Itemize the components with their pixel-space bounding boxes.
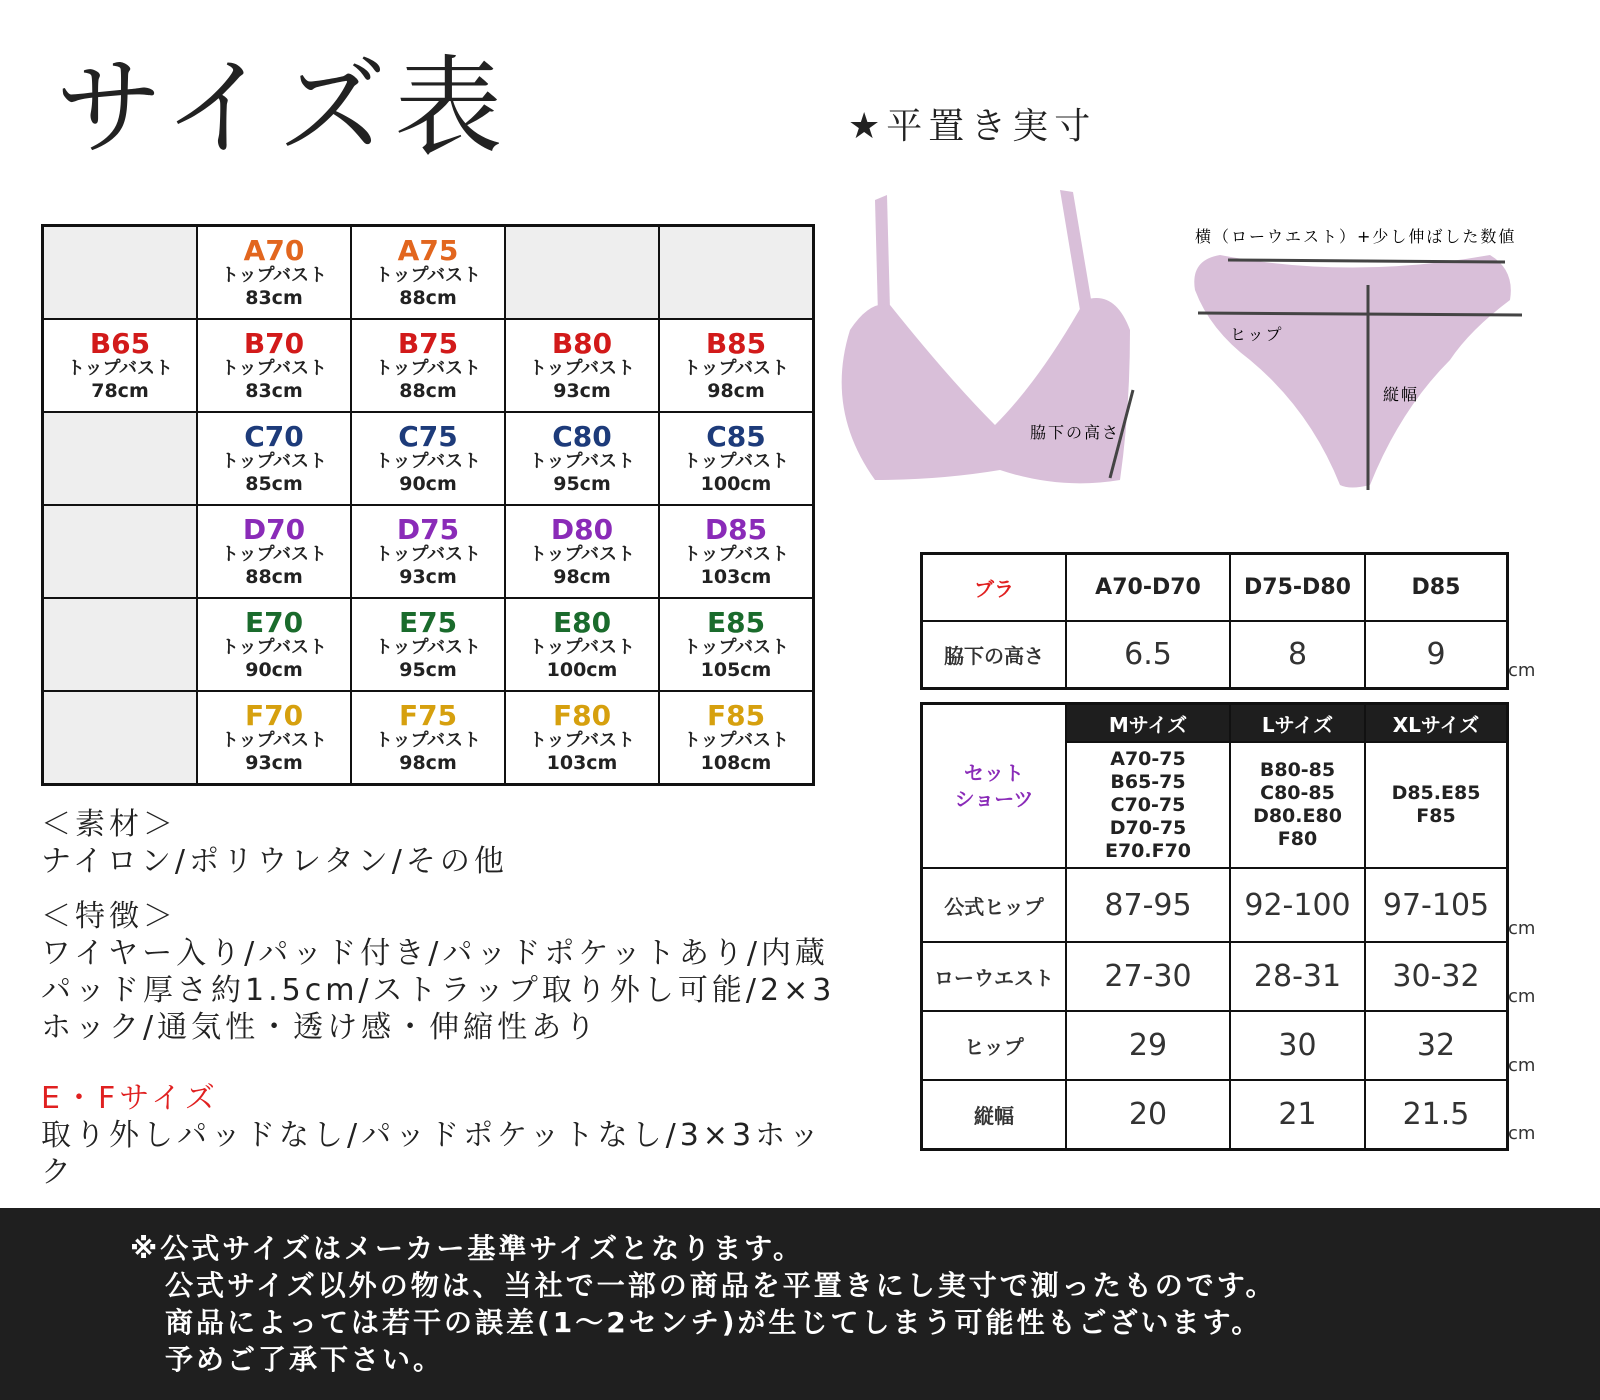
size-list-item: F80	[1277, 828, 1318, 850]
bra-value: 6.5	[1066, 621, 1230, 689]
top-bust-label: トップバスト	[528, 637, 636, 658]
top-bust-value: 103cm	[700, 565, 772, 588]
size-grid-cell	[197, 412, 351, 505]
cup-size: B75	[397, 326, 459, 360]
size-grid-empty-cell	[659, 226, 814, 320]
top-bust-label: トップバスト	[374, 637, 482, 658]
top-bust-label: トップバスト	[682, 358, 790, 379]
size-header: Mサイズ	[1066, 704, 1230, 743]
size-list-item: E70.F70	[1104, 839, 1192, 862]
unit-label: cm	[1508, 918, 1536, 939]
top-bust-value: 95cm	[399, 658, 457, 681]
size-grid-row	[43, 412, 814, 505]
cup-size: F70	[244, 698, 304, 732]
size-grid-row	[43, 226, 814, 320]
top-bust-label: トップバスト	[528, 544, 636, 565]
row-label: 縦幅	[922, 1080, 1067, 1149]
width-label: 横（ローウエスト）+少し伸ばした数値	[1195, 227, 1517, 246]
size-list-item: F85	[1416, 805, 1456, 827]
size-list-item: C70-75	[1110, 793, 1186, 816]
top-bust-label: トップバスト	[220, 637, 328, 658]
size-grid-cell	[351, 691, 505, 785]
top-bust-label: トップバスト	[374, 451, 482, 472]
size-grid-row	[43, 691, 814, 785]
top-bust-value: 93cm	[553, 379, 611, 402]
footer-line: 予めご了承下さい。	[165, 1343, 445, 1376]
measurement-value: 87-95	[1066, 868, 1230, 942]
top-bust-label: トップバスト	[374, 544, 482, 565]
cup-size: D80	[550, 512, 614, 546]
size-grid-cell	[659, 691, 814, 785]
measurement-value: 28-31	[1230, 942, 1365, 1011]
cup-size: E70	[244, 605, 304, 639]
unit-label: cm	[1508, 986, 1536, 1007]
top-bust-value: 93cm	[245, 751, 303, 774]
size-grid-cell	[505, 505, 659, 598]
bra-measurement-table	[920, 552, 1509, 690]
top-bust-value: 95cm	[553, 472, 611, 495]
measurement-value: 21.5	[1365, 1080, 1508, 1149]
size-grid-cell	[505, 598, 659, 691]
set-label-line2: ショーツ	[954, 787, 1034, 811]
features-heading: ＜特徴＞	[41, 899, 177, 934]
cup-size: B80	[551, 326, 613, 360]
cup-size: C75	[398, 419, 458, 453]
size-list-item: D70-75	[1109, 816, 1187, 839]
top-bust-value: 83cm	[245, 379, 303, 402]
size-grid-cell	[505, 412, 659, 505]
cup-size: B85	[705, 326, 767, 360]
top-bust-label: トップバスト	[220, 451, 328, 472]
material-body: ナイロン/ポリウレタン/その他	[41, 844, 508, 879]
features-body: ワイヤー入り/パッド付き/パッドポケットあり/内蔵パッド厚さ約1.5cm/ストラップ取り外し可能/2×3ホック/通気性・透け感・伸縮性あり	[41, 936, 836, 1045]
measurement-value: 21	[1230, 1080, 1365, 1149]
unit-label: cm	[1508, 660, 1536, 681]
unit-label: cm	[1508, 1055, 1536, 1076]
size-header: XLサイズ	[1365, 704, 1508, 743]
garment-illustration	[830, 180, 1550, 520]
size-grid-empty-cell	[43, 412, 198, 505]
size-list-item: B80-85	[1259, 759, 1336, 781]
size-header: Lサイズ	[1230, 704, 1365, 743]
top-bust-value: 90cm	[245, 658, 303, 681]
ef-size-body: 取り外しパッドなし/パッドポケットなし/3×3ホック	[41, 1118, 824, 1190]
top-bust-value: 88cm	[399, 286, 457, 309]
size-list-item: A70-75	[1110, 747, 1186, 770]
top-bust-value: 100cm	[700, 472, 772, 495]
top-bust-value: 103cm	[546, 751, 618, 774]
top-bust-value: 88cm	[399, 379, 457, 402]
size-grid	[41, 224, 815, 786]
set-label-line1: セット	[964, 761, 1024, 785]
size-grid-empty-cell	[505, 226, 659, 320]
cup-size: E75	[398, 605, 458, 639]
m-size-list	[1066, 742, 1230, 868]
top-bust-value: 88cm	[245, 565, 303, 588]
size-grid-cell	[197, 598, 351, 691]
bra-header: A70-D70	[1066, 554, 1230, 622]
top-bust-label: トップバスト	[374, 358, 482, 379]
width-arrow-icon	[1228, 260, 1505, 262]
cup-size: B70	[243, 326, 305, 360]
top-bust-label: トップバスト	[220, 730, 328, 751]
footer-line: 公式サイズ以外の物は、当社で一部の商品を平置きにし実寸で測ったものです。	[165, 1269, 1277, 1302]
size-grid-cell	[197, 691, 351, 785]
shorts-illustration-icon	[1194, 255, 1511, 488]
measurement-value: 30	[1230, 1011, 1365, 1080]
top-bust-label: トップバスト	[528, 451, 636, 472]
size-grid-cell	[43, 319, 198, 412]
hip-label: ヒップ	[1230, 325, 1284, 344]
size-grid-cell	[351, 412, 505, 505]
size-grid-empty-cell	[43, 505, 198, 598]
size-grid-cell	[505, 691, 659, 785]
size-grid-cell	[351, 319, 505, 412]
bra-header: D85	[1365, 554, 1508, 622]
size-grid-cell	[505, 319, 659, 412]
row-label: 公式ヒップ	[922, 868, 1067, 942]
top-bust-value: 100cm	[546, 658, 618, 681]
top-bust-value: 98cm	[399, 751, 457, 774]
top-bust-label: トップバスト	[374, 730, 482, 751]
size-grid-cell	[659, 598, 814, 691]
footer-line: ※公式サイズはメーカー基準サイズとなります。	[130, 1232, 804, 1265]
size-grid-cell	[659, 505, 814, 598]
size-grid-cell	[351, 226, 505, 320]
size-grid-cell	[659, 319, 814, 412]
top-bust-label: トップバスト	[374, 265, 482, 286]
cup-size: C80	[552, 419, 612, 453]
flat-measurement-note: ★平置き実寸	[848, 106, 1097, 147]
cup-size: A70	[243, 233, 305, 267]
top-bust-value: 78cm	[91, 379, 149, 402]
page-title: サイズ表	[55, 46, 511, 171]
size-grid-cell	[659, 412, 814, 505]
bra-value: 9	[1365, 621, 1508, 689]
xl-size-list	[1365, 742, 1508, 868]
length-label: 縦幅	[1383, 385, 1420, 404]
measurement-value: 29	[1066, 1011, 1230, 1080]
cup-size: A75	[397, 233, 459, 267]
top-bust-label: トップバスト	[682, 544, 790, 565]
top-bust-label: トップバスト	[66, 358, 174, 379]
set-shorts-table	[920, 702, 1509, 1151]
top-bust-label: トップバスト	[528, 358, 636, 379]
top-bust-value: 98cm	[553, 565, 611, 588]
size-grid-cell	[351, 598, 505, 691]
top-bust-value: 85cm	[245, 472, 303, 495]
measurement-value: 30-32	[1365, 942, 1508, 1011]
size-grid-cell	[197, 505, 351, 598]
size-grid-empty-cell	[43, 691, 198, 785]
cup-size: D70	[242, 512, 306, 546]
size-list-item: D85.E85	[1391, 782, 1481, 804]
top-bust-value: 108cm	[700, 751, 772, 774]
top-bust-label: トップバスト	[682, 730, 790, 751]
top-bust-value: 90cm	[399, 472, 457, 495]
hip-arrow-icon	[1198, 313, 1522, 315]
cup-size: F80	[552, 698, 612, 732]
cup-size: E80	[552, 605, 612, 639]
cup-size: F85	[706, 698, 766, 732]
cup-size: D85	[704, 512, 768, 546]
cup-size: B65	[89, 326, 151, 360]
top-bust-value: 98cm	[707, 379, 765, 402]
ef-size-heading: E・Fサイズ	[41, 1081, 219, 1116]
footer-line: 商品によっては若干の誤差(1～2センチ)が生じてしまう可能性もございます。	[165, 1306, 1263, 1339]
top-bust-label: トップバスト	[682, 637, 790, 658]
size-grid-cell	[197, 226, 351, 320]
cup-size: C70	[244, 419, 304, 453]
size-list-item: B65-75	[1110, 770, 1186, 793]
top-bust-label: トップバスト	[220, 358, 328, 379]
cup-size: D75	[396, 512, 460, 546]
measurement-value: 97-105	[1365, 868, 1508, 942]
top-bust-label: トップバスト	[220, 544, 328, 565]
unit-label: cm	[1508, 1123, 1536, 1144]
size-grid-cell	[351, 505, 505, 598]
bra-value: 8	[1230, 621, 1365, 689]
measurement-value: 32	[1365, 1011, 1508, 1080]
cup-size: E85	[706, 605, 766, 639]
size-grid-empty-cell	[43, 226, 198, 320]
top-bust-value: 83cm	[245, 286, 303, 309]
top-bust-label: トップバスト	[682, 451, 790, 472]
row-label: ローウエスト	[922, 942, 1067, 1011]
size-list-item: C80-85	[1260, 782, 1335, 804]
measurement-value: 27-30	[1066, 942, 1230, 1011]
cup-size: F75	[398, 698, 458, 732]
set-shorts-label	[922, 704, 1067, 869]
size-grid-row	[43, 319, 814, 412]
size-grid-empty-cell	[43, 598, 198, 691]
measurement-value: 20	[1066, 1080, 1230, 1149]
top-bust-label: トップバスト	[220, 265, 328, 286]
underarm-row-label: 脇下の高さ	[922, 621, 1067, 689]
top-bust-value: 105cm	[700, 658, 772, 681]
l-size-list	[1230, 742, 1365, 868]
size-grid-cell	[197, 319, 351, 412]
bra-label: ブラ	[922, 554, 1067, 622]
bra-header: D75-D80	[1230, 554, 1365, 622]
top-bust-label: トップバスト	[528, 730, 636, 751]
footer-notice	[130, 1230, 1277, 1378]
size-list-item: D80.E80	[1253, 805, 1342, 827]
size-grid-row	[43, 505, 814, 598]
top-bust-value: 93cm	[399, 565, 457, 588]
material-heading: ＜素材＞	[41, 807, 177, 842]
underarm-label: 脇下の高さ	[1030, 423, 1121, 442]
row-label: ヒップ	[922, 1011, 1067, 1080]
measurement-value: 92-100	[1230, 868, 1365, 942]
cup-size: C85	[706, 419, 766, 453]
size-grid-row	[43, 598, 814, 691]
